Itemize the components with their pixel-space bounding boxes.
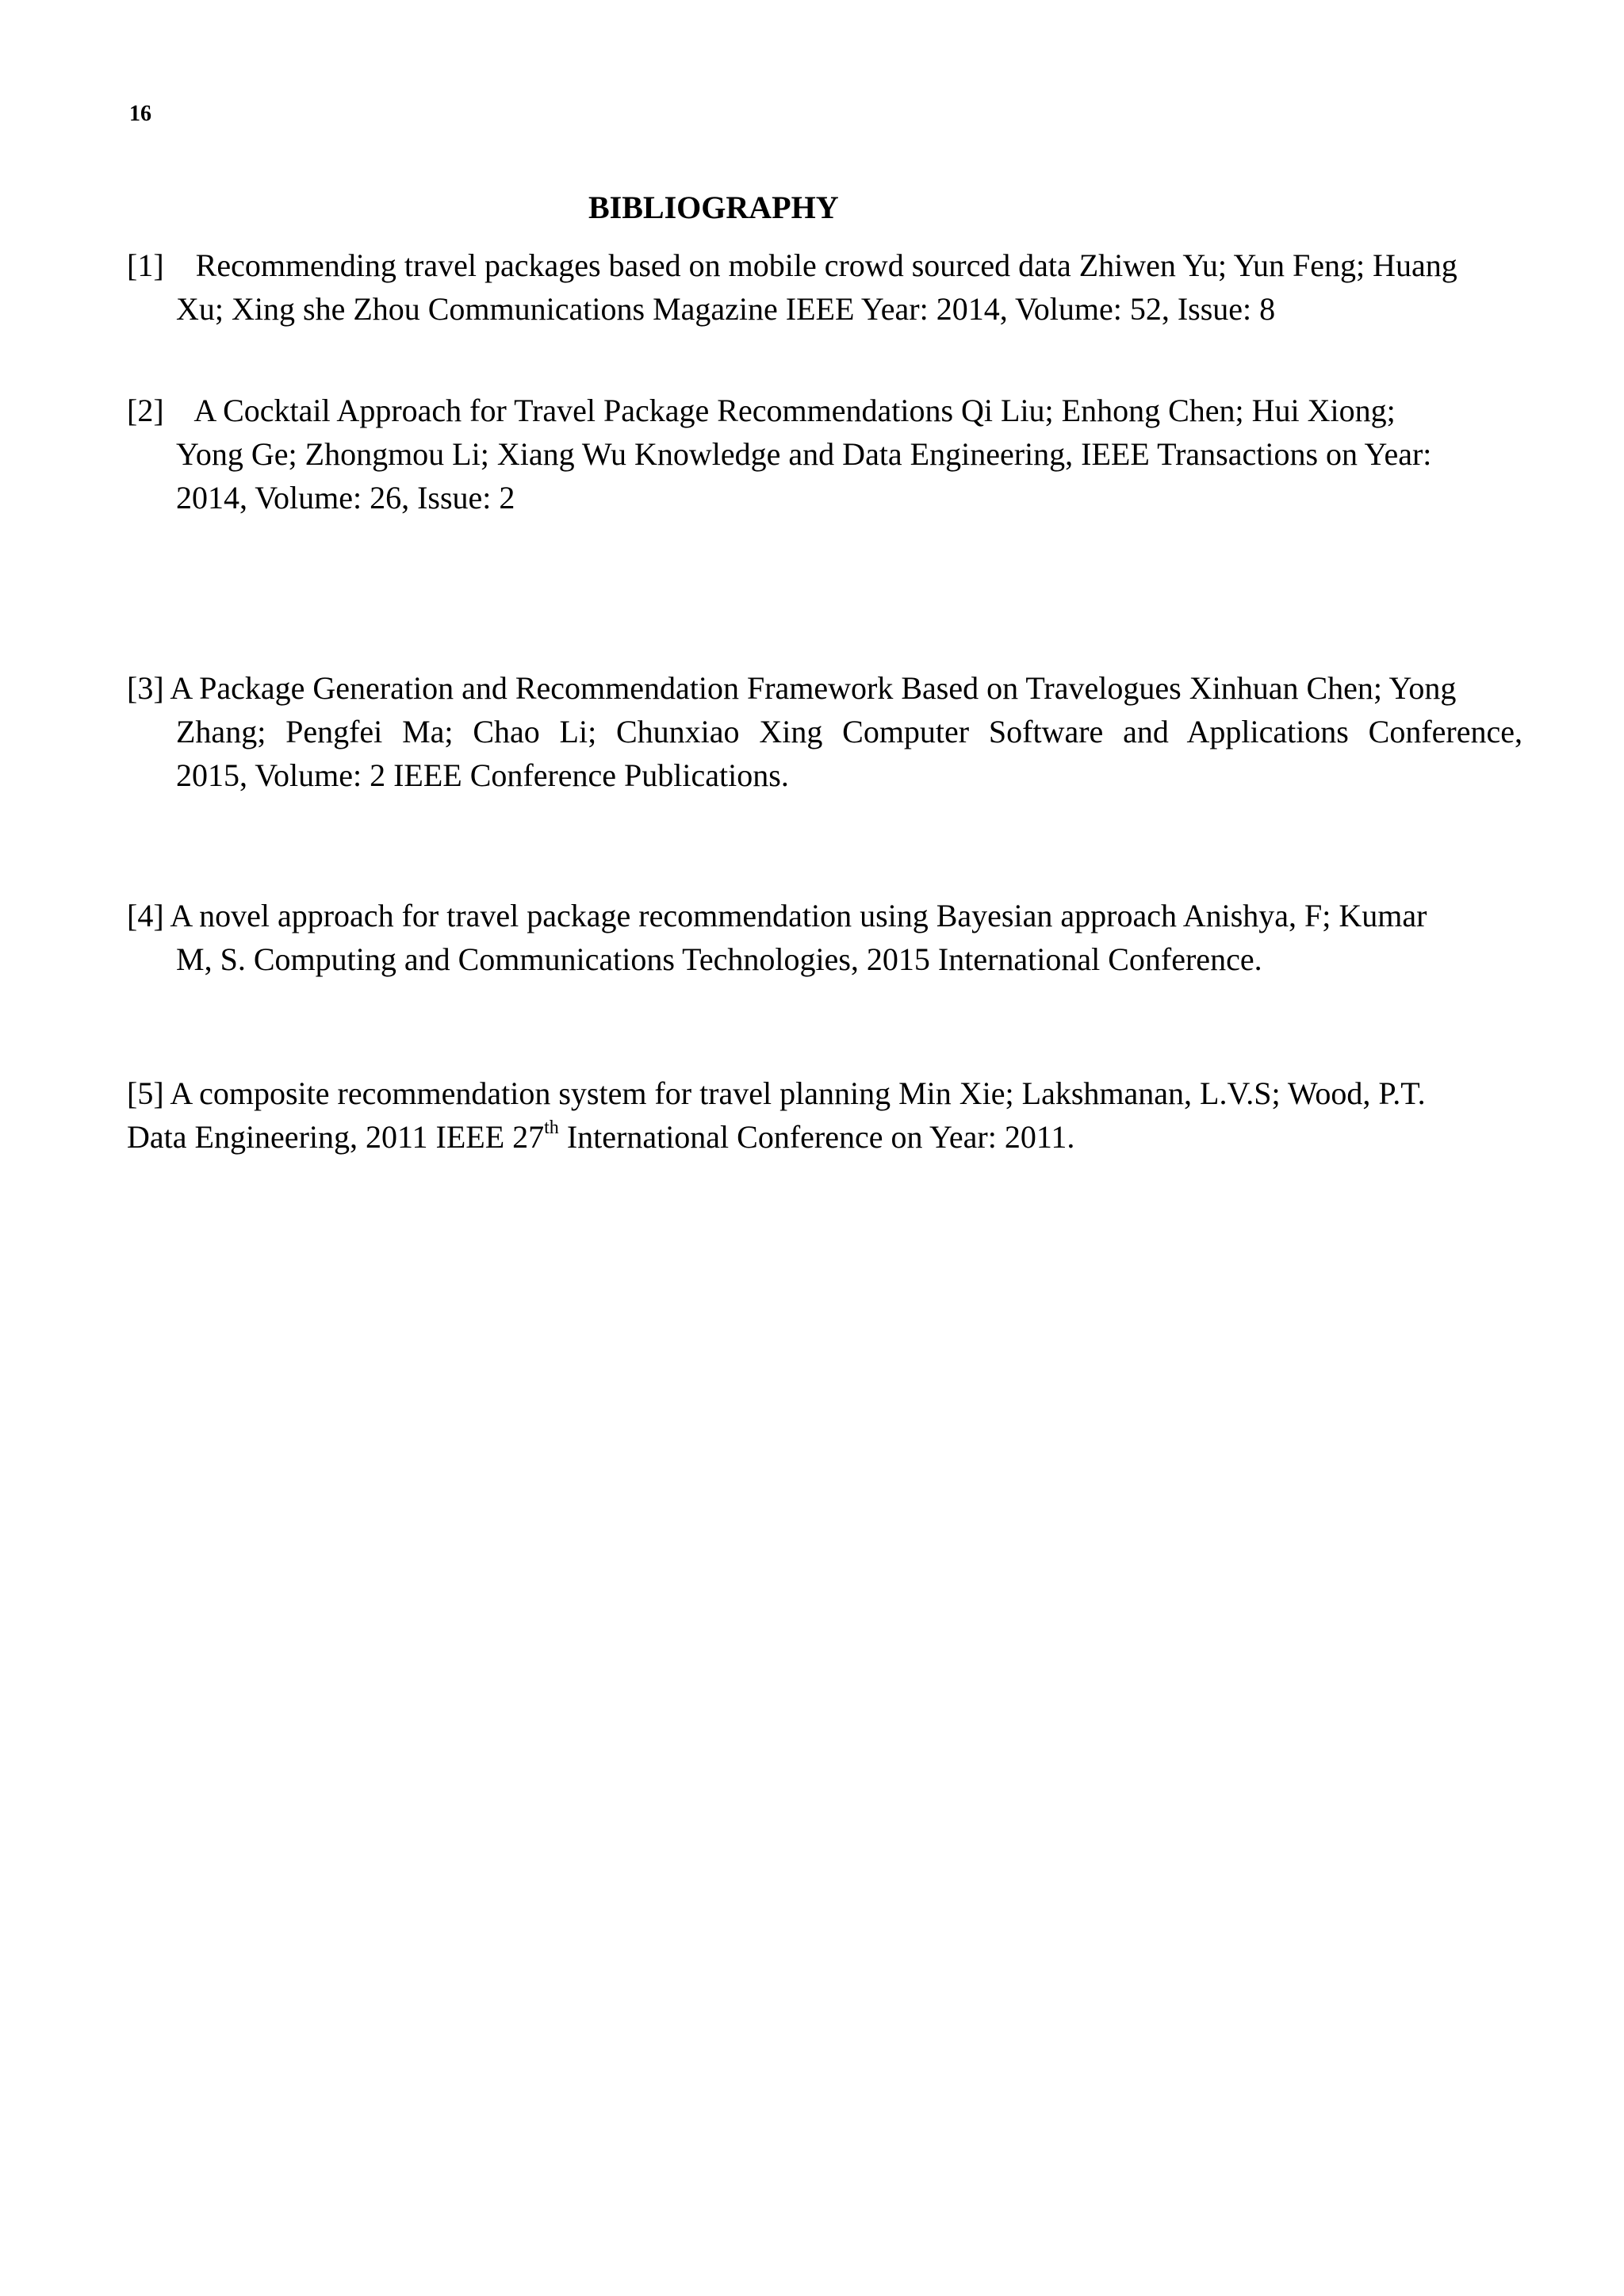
reference-line: Yong Ge; Zhongmou Li; Xiang Wu Knowledge and Data Engineering, IEEE Transactions on Year: (176, 436, 1432, 472)
reference-line: 2014, Volume: 26, Issue: 2 (176, 480, 515, 516)
reference-line: Zhang; Pengfei Ma; Chao Li; Chunxiao Xing Computer Software and Applications Conference, (176, 714, 1522, 749)
reference-line: [4] A novel approach for travel package recommendation using Bayesian approach Anishya, F; Kumar (127, 898, 1427, 933)
reference-line: [3] A Package Generation and Recommendation Framework Based on Travelogues Xinhuan Chen; Yong (127, 670, 1457, 706)
reference-line: [1] Recommending travel packages based on mobile crowd sourced data Zhiwen Yu; Yun Feng; Huang (127, 247, 1457, 283)
reference-item (127, 389, 1522, 519)
reference-text: International Conference on Year: 2011. (558, 1119, 1075, 1155)
page-number: 16 (129, 102, 151, 126)
reference-line: 2015, Volume: 2 IEEE Conference Publications. (176, 757, 789, 793)
ordinal-suffix: th (544, 1117, 559, 1138)
bibliography-heading: BIBLIOGRAPHY (588, 190, 839, 225)
reference-line: Xu; Xing she Zhou Communications Magazine IEEE Year: 2014, Volume: 52, Issue: 8 (176, 291, 1276, 327)
reference-line: [5] A composite recommendation system for travel planning Min Xie; Lakshmanan, L.V.S; Wood, P.T. (127, 1075, 1426, 1111)
reference-line: [2] A Cocktail Approach for Travel Package Recommendations Qi Liu; Enhong Chen; Hui Xiong; (127, 393, 1396, 428)
reference-item (127, 666, 1522, 797)
reference-line: M, S. Computing and Communications Technologies, 2015 International Conference. (176, 941, 1262, 977)
reference-item (127, 1071, 1522, 1159)
reference-line (127, 1115, 1522, 1159)
reference-item (127, 243, 1522, 331)
reference-item (127, 894, 1522, 981)
reference-text: Data Engineering, 2011 IEEE 27 (127, 1119, 545, 1155)
